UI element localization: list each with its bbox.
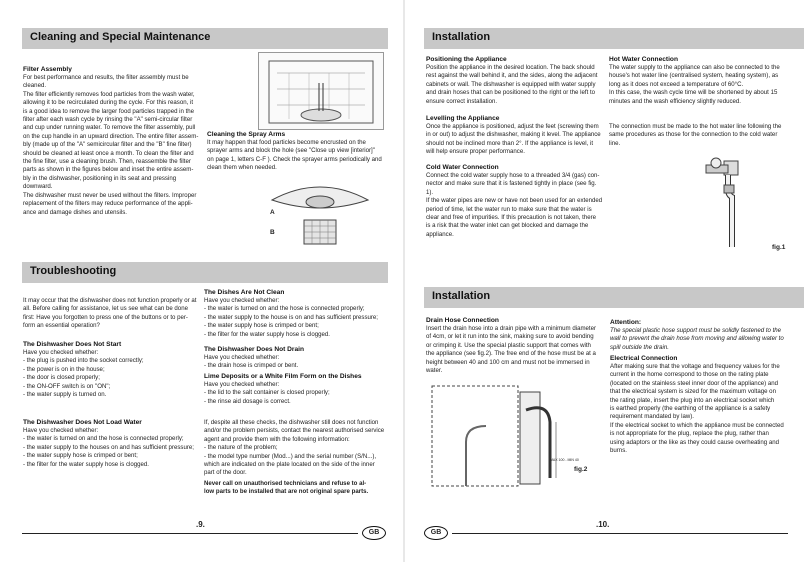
text-line: bly in the dishwasher, positioning in its seat and pressing bbox=[23, 174, 177, 182]
text-line: clear and free of impurities. If this precaution is not taken, there bbox=[426, 214, 597, 222]
installation-top-header: Installation bbox=[432, 31, 491, 43]
positioning-text bbox=[426, 64, 614, 106]
footer-rule-right bbox=[452, 533, 788, 534]
not-start-title: The Dishwasher Does Not Start bbox=[23, 341, 122, 348]
positioning-title: Positioning the Appliance bbox=[426, 56, 507, 63]
text-line: 1). bbox=[426, 188, 434, 196]
not-load-text bbox=[23, 427, 209, 469]
right-page bbox=[404, 0, 808, 562]
text-line: line. bbox=[609, 139, 621, 147]
not-clean-title: The Dishes Are Not Clean bbox=[204, 289, 285, 296]
text-line: or crimping it. Use the special plastic support that comes with bbox=[426, 341, 591, 349]
figure-label-a: A bbox=[270, 209, 275, 216]
text-line: is not appropriate for the plug, replace the plug, rather than bbox=[610, 430, 769, 438]
text-line: - the power is on in the house; bbox=[23, 365, 105, 373]
text-line: - the ON-OFF switch is on "ON"; bbox=[23, 382, 111, 390]
text-line: bly (made up of the "A" semicircular filter and the "B" fine filter) bbox=[23, 141, 192, 149]
hot-water-note bbox=[609, 123, 801, 148]
text-line: height between 40 and 100 cm and must not be immersed in bbox=[426, 358, 590, 366]
troubleshooting-header-band bbox=[22, 262, 388, 283]
drain-hose-illustration bbox=[426, 382, 596, 490]
hot-water-title: Hot Water Connection bbox=[609, 56, 678, 63]
attention-text bbox=[610, 327, 802, 352]
cold-water-title: Cold Water Connection bbox=[426, 164, 499, 171]
text-line: - the door is closed properly; bbox=[23, 374, 100, 382]
warning-section bbox=[204, 480, 394, 497]
page-number-right: .10. bbox=[596, 520, 610, 529]
text-line: which are indicated on the plate located on the side of the inner bbox=[204, 461, 375, 469]
text-line: For best performance and results, the filter assembly must be bbox=[23, 74, 189, 81]
text-line: It may happen that food particles become encrusted on the bbox=[207, 139, 366, 146]
text-line: will help ensure proper performance. bbox=[426, 148, 525, 156]
levelling-title: Levelling the Appliance bbox=[426, 115, 500, 122]
fig2-label: fig.2 bbox=[574, 466, 588, 473]
spray-title: Cleaning the Spray Arms bbox=[207, 131, 286, 138]
lime-section bbox=[204, 372, 394, 406]
text-line: The water supply to the appliance can also be connected to the bbox=[609, 64, 780, 71]
installation-bottom-header-band bbox=[424, 287, 804, 308]
hot-water-note-section bbox=[609, 123, 801, 148]
not-start-text bbox=[23, 349, 209, 399]
not-load-section bbox=[23, 418, 209, 469]
text-line: burns. bbox=[610, 447, 627, 455]
positioning-section bbox=[426, 55, 614, 106]
filter-illustration bbox=[259, 53, 383, 129]
text-line: is a risk that the water inlet can get blocked and damage the bbox=[426, 222, 589, 230]
text-line: and/or the problem persists, contact the nearest authorised service bbox=[204, 427, 385, 435]
text-line: The connection must be made to the hot water line following the bbox=[609, 123, 782, 130]
text-line: In this case, the wash cycle time will be shortened by about 15 bbox=[609, 89, 778, 97]
text-line: - the water is turned on and the hose is connected properly; bbox=[204, 305, 365, 313]
text-line: appliance. bbox=[426, 230, 454, 238]
not-load-title: The Dishwasher Does Not Load Water bbox=[23, 419, 142, 426]
not-drain-section bbox=[204, 345, 394, 371]
text-line: and drain hoses that can be positioned to the right or the left to bbox=[426, 89, 596, 97]
filter-title: Filter Assembly bbox=[23, 66, 72, 73]
final-section bbox=[204, 419, 394, 478]
hot-water-section bbox=[609, 55, 801, 106]
text-line: requirement mandated by law). bbox=[610, 413, 695, 421]
electrical-text bbox=[610, 363, 802, 455]
levelling-section bbox=[426, 114, 614, 157]
text-line: filter after each wash cycle by rinsing the "A" semi-circular filter bbox=[23, 116, 193, 124]
text-line: - the water supply hose is crimped or bent; bbox=[204, 322, 319, 330]
intro-text bbox=[23, 297, 209, 331]
text-line: - the water supply is turned on. bbox=[23, 391, 107, 399]
text-line: - the lid to the salt container is closed properly; bbox=[204, 389, 330, 397]
fig1-label: fig.1 bbox=[772, 244, 786, 251]
text-line: - the model type number (Mod...) and the serial number (S/N...), bbox=[204, 452, 377, 460]
text-line: (located on the stainless steel inner door of the appliance) and bbox=[610, 379, 779, 387]
text-line: Position the appliance in the desired location. The back should bbox=[426, 64, 595, 71]
cleaning-header: Cleaning and Special Maintenance bbox=[30, 31, 211, 43]
text-line: ensure correct installation. bbox=[426, 97, 498, 105]
text-line: same procedures as those for the connection to the cold water bbox=[609, 131, 778, 139]
text-line: minutes and the wash efficiency slightly reduced. bbox=[609, 97, 741, 105]
text-line: If the water pipes are new or have not been used for an extended bbox=[426, 197, 603, 205]
text-line: spill outside the drain. bbox=[610, 343, 669, 351]
troubleshooting-intro bbox=[23, 297, 209, 331]
text-line: Have you checked whether: bbox=[23, 349, 99, 356]
text-line: nector and make sure that it is fastened tightly in place (see fig. bbox=[426, 180, 597, 188]
electrical-title: Electrical Connection bbox=[610, 355, 678, 362]
text-line: wall to prevent the drain hose from moving and allowing water to bbox=[610, 335, 784, 343]
text-line: long as it does not exceed a temperature of 60°C. bbox=[609, 80, 744, 88]
text-line: house's hot water line (centralised system, heating system), as bbox=[609, 72, 779, 80]
spray-text bbox=[207, 139, 393, 173]
text-line: After making sure that the voltage and frequency values for the bbox=[610, 363, 780, 370]
text-line: - the plug is pushed into the socket correctly; bbox=[23, 357, 144, 365]
text-line: downward. bbox=[23, 183, 53, 191]
filter-section bbox=[23, 65, 208, 217]
tap-hose-illustration bbox=[666, 155, 776, 253]
installation-top-header-band bbox=[424, 28, 804, 49]
text-line: Once the appliance is positioned, adjust the feet (screwing them bbox=[426, 123, 599, 130]
warning-text bbox=[204, 480, 394, 497]
text-line: - the filter for the water supply hose is clogged. bbox=[204, 330, 331, 338]
not-start-section bbox=[23, 340, 209, 399]
text-line: form an essential operation? bbox=[23, 322, 100, 330]
text-line: ance and damage dishes and utensils. bbox=[23, 208, 128, 216]
troubleshooting-header: Troubleshooting bbox=[30, 265, 117, 277]
lime-text bbox=[204, 381, 394, 406]
filter-text bbox=[23, 74, 208, 217]
attention-title: Attention: bbox=[610, 319, 642, 326]
text-line: in or out) to adjust the dishwasher, making it level. The appliance bbox=[426, 131, 601, 139]
text-line: part of the door. bbox=[204, 469, 247, 477]
text-line: agent and provide them with the following information: bbox=[204, 435, 350, 443]
text-line: parts as shown in the figures below and inset the entire assem- bbox=[23, 166, 194, 174]
page-number-left: .9. bbox=[196, 520, 205, 529]
text-line: If the electrical socket to which the appliance must be connected bbox=[610, 421, 784, 429]
spray-section bbox=[207, 130, 393, 173]
text-line: the fine filter, use a cleaning brush. Then, reassemble the filter bbox=[23, 158, 191, 166]
cleaning-header-band bbox=[22, 28, 388, 49]
text-line: rest against the wall behind it, and the sides, along the adjacent bbox=[426, 72, 598, 80]
electrical-section bbox=[610, 354, 802, 455]
text-line: Have you checked whether: bbox=[204, 381, 280, 388]
footer-rule-left bbox=[22, 533, 358, 534]
drain-text bbox=[426, 325, 614, 375]
text-line: - the water supply to the houses on and has sufficient pressure; bbox=[23, 443, 194, 451]
text-line: sprayer arms and block the hole (see "Close up view [interior]" bbox=[207, 147, 375, 155]
text-line: The filter efficiently removes food particles from the wash water, bbox=[23, 90, 195, 98]
final-text bbox=[204, 419, 394, 478]
text-line: Have you checked whether: bbox=[23, 427, 99, 434]
text-line: - the nature of the problem; bbox=[204, 444, 278, 452]
text-line: If, despite all these checks, the dishwasher still does not function bbox=[204, 419, 379, 426]
text-line: - the filter for the water supply hose is clogged. bbox=[23, 460, 150, 468]
gb-badge-right: GB bbox=[424, 526, 448, 540]
text-line: of 4cm, or let it run into the sink, making sure to avoid bending bbox=[426, 333, 594, 341]
figure-label-b: B bbox=[270, 229, 275, 236]
attention-section bbox=[610, 318, 802, 352]
filter-figure bbox=[258, 52, 384, 130]
cold-water-text bbox=[426, 172, 614, 239]
text-line: replacement of the filters may reduce performance of the appli- bbox=[23, 200, 193, 208]
text-line: all. Before calling for assistance, let us see what can be done bbox=[23, 305, 188, 313]
text-line: Never call on unauthorised technicians and refuse to al- bbox=[204, 480, 367, 487]
not-clean-section bbox=[204, 288, 394, 339]
text-line: is a good idea to remove the larger food particles trapped in the bbox=[23, 107, 195, 115]
text-line: period of time, let the water run to make sure that the water is bbox=[426, 205, 592, 213]
text-line: is earthed properly (the earthing of the appliance is a safety bbox=[610, 405, 771, 413]
hot-water-text bbox=[609, 64, 801, 106]
text-line: water. bbox=[426, 367, 443, 375]
text-line: on the cup handle in an upward direction. The entire filter assem- bbox=[23, 132, 199, 140]
gb-badge-left: GB bbox=[362, 526, 386, 540]
drain-section bbox=[426, 316, 614, 375]
cold-water-section bbox=[426, 163, 614, 239]
not-drain-text bbox=[204, 354, 394, 371]
text-line: The dishwasher must never be used without the filters. Improper bbox=[23, 191, 197, 199]
text-line: using adaptors or the like as they could cause overheating and bbox=[610, 438, 780, 446]
installation-bottom-header: Installation bbox=[432, 290, 491, 302]
text-line: the rating plate, insert the plug into an electrical socket which bbox=[610, 396, 775, 404]
text-line: Have you checked whether: bbox=[204, 354, 280, 361]
text-line: The special plastic hose support must be solidly fastened to the bbox=[610, 327, 782, 334]
drain-title: Drain Hose Connection bbox=[426, 317, 499, 324]
not-drain-title: The Dishwasher Does Not Drain bbox=[204, 346, 305, 353]
text-line: - the water supply to the house is on and has sufficient pressure; bbox=[204, 313, 378, 321]
text-line: cabinets or wall. The dishwasher is equipped with water supply bbox=[426, 80, 596, 88]
text-line: cleaned. bbox=[23, 82, 47, 90]
text-line: Insert the drain hose into a drain pipe with a minimum diameter bbox=[426, 325, 597, 332]
text-line: Connect the cold water supply hose to a threaded 3/4 (gas) con- bbox=[426, 172, 600, 179]
text-line: first: Have you forgotten to press one of the buttons or to per- bbox=[23, 313, 188, 321]
text-line: should be cleaned at least once a month. To clean the filter and bbox=[23, 149, 194, 157]
text-line: and cup under running water. To remove the filter assembly, pull bbox=[23, 124, 196, 132]
text-line: - the drain hose is crimped or bent. bbox=[204, 362, 299, 370]
not-clean-text bbox=[204, 297, 394, 339]
text-line: clean them when needed. bbox=[207, 164, 277, 172]
text-line: It may occur that the dishwasher does not function properly or at bbox=[23, 297, 197, 304]
text-line: low parts to be installed that are not original spare parts. bbox=[204, 488, 369, 496]
lime-title: Lime Deposits or a White Film Form on the Dishes bbox=[204, 373, 362, 380]
text-line: the appliance (see fig.2). The free end of the hose must be at a bbox=[426, 350, 596, 358]
text-line: current in the home correspond to those on the rating plate bbox=[610, 371, 769, 379]
text-line: Have you checked whether: bbox=[204, 297, 280, 304]
filter-parts-illustration bbox=[260, 180, 380, 250]
levelling-text bbox=[426, 123, 614, 157]
text-line: on page 1, letters C-F ). Check the sprayer arms periodically and bbox=[207, 155, 382, 163]
text-line: - the water is turned on and the hose is connected properly; bbox=[23, 435, 184, 443]
fig2-dimension: MAX 100 - MIN 40 bbox=[550, 458, 579, 462]
text-line: that the electrical system is sized for the maximum voltage on bbox=[610, 388, 776, 396]
text-line: should not be inclined more than 2°. If the appliance is level, it bbox=[426, 139, 594, 147]
text-line: - the water supply hose is crimped or bent; bbox=[23, 452, 138, 460]
text-line: allowing it to be recirculated during the cycle. For this reason, it bbox=[23, 99, 194, 107]
text-line: - the rinse aid dosage is correct. bbox=[204, 397, 291, 405]
